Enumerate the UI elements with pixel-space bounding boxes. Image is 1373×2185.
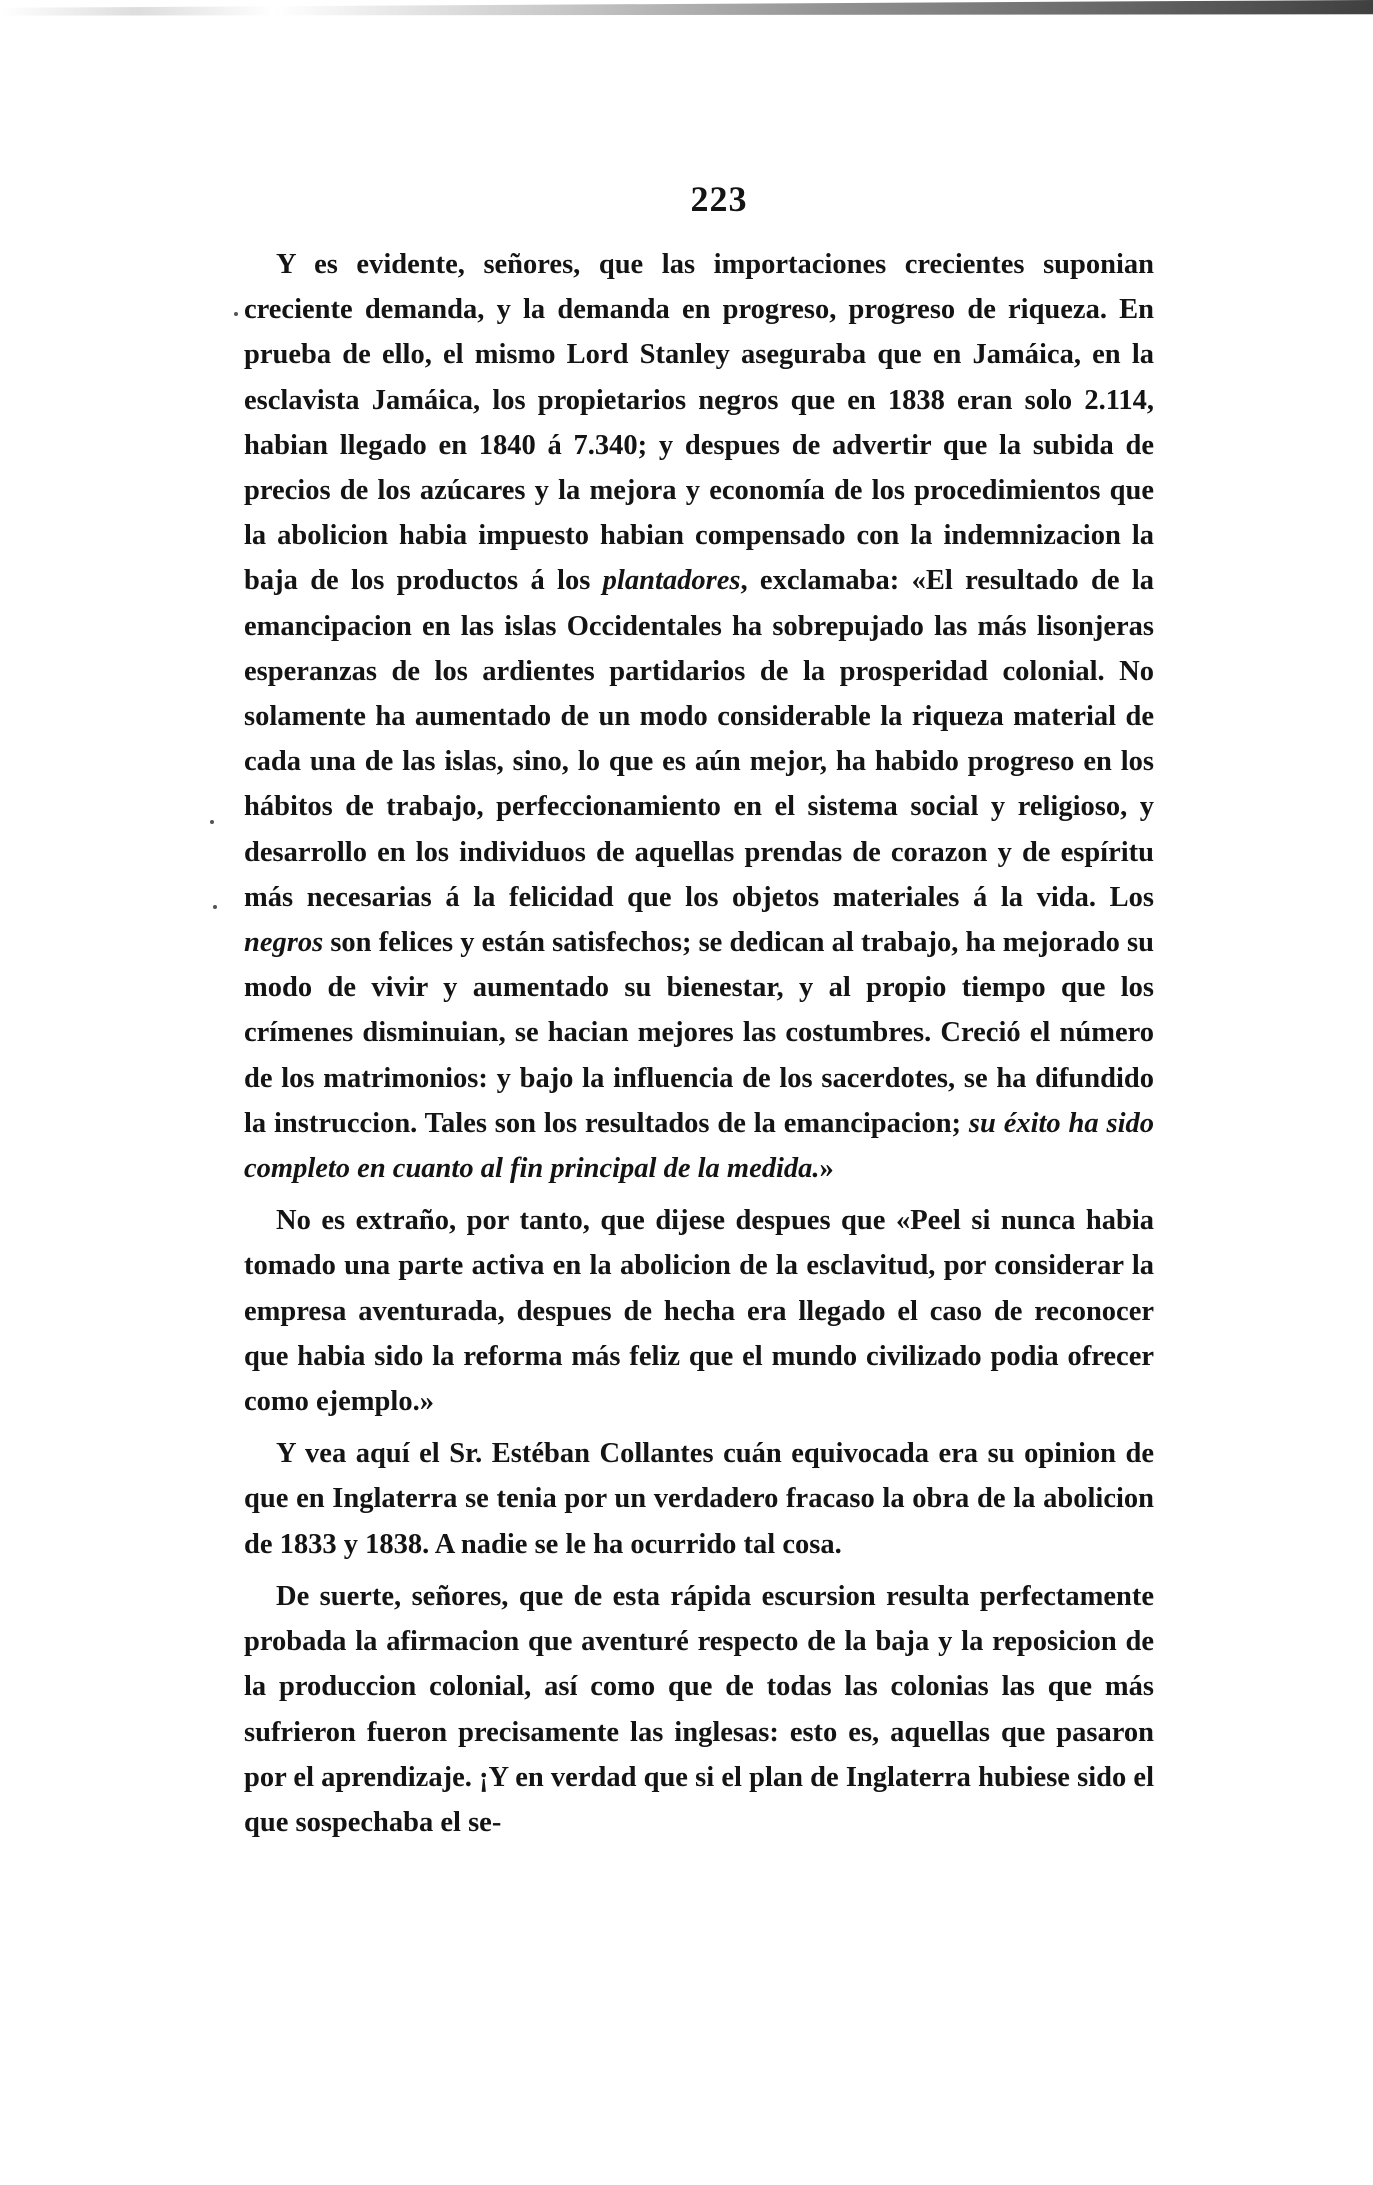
- paragraph: [244, 1198, 1154, 1424]
- scan-edge-shadow: [0, 0, 1373, 26]
- scan-speck: [213, 905, 217, 909]
- scan-speck: [234, 312, 238, 316]
- scan-speck: [210, 820, 214, 824]
- italic-text: su éxito ha sido completo en cuanto al fin principal de la medida.: [244, 1107, 1154, 1185]
- paragraph: [244, 242, 1154, 1191]
- italic-text: negros: [244, 927, 324, 959]
- text-run: »: [819, 1153, 834, 1185]
- paragraph: [244, 1431, 1154, 1567]
- text-run: Y es evidente, señores, que las importaciones crecientes suponian creciente demanda, y la demanda en progreso, progreso de riqueza. En prueba de ello, el mismo Lord Stanley aseguraba que en Jamáica, en la esclavista Jamáica, los propietarios negros que en 1838 eran solo 2.114, habian llegado en 1840 á 7.340; y despues de advertir que la subida de precios de los azúcares y la mejora y economía de los procedimientos que la abolicion habia impuesto habian compensado con la indemnizacion la baja de los productos á los: [244, 249, 1154, 597]
- page-number: 223: [690, 179, 748, 219]
- paragraph: [244, 1574, 1154, 1845]
- text-run: , exclamaba: «El resultado de la emancipacion en las islas Occidentales ha sobrepujado las más lisonjeras esperanzas de los ardientes partidarios de la prosperidad colonial. No solamente ha aumentado de un modo considerable la riqueza material de cada una de las islas, sino, lo que es aún mejor, ha habido progreso en los hábitos de trabajo, perfeccionamiento en el sistema social y religioso, y desarrollo en los individuos de aquellas prendas de corazon y de espíritu más necesarias á la felicidad que los objetos materiales á la vida. Los: [244, 565, 1154, 913]
- book-page: [244, 178, 1154, 1845]
- italic-text: plantadores: [602, 565, 741, 597]
- text-run: No es extraño, por tanto, que dijese despues que «Peel si nunca habia tomado una parte activa en la abolicion de la esclavitud, por considerar la empresa aventurada, despues de hecha era llegado el caso de reconocer que habia sido la reforma más feliz que el mundo civilizado podia ofrecer como ejemplo.»: [244, 1205, 1154, 1418]
- text-run: son felices y están satisfechos; se dedican al trabajo, ha mejorado su modo de vivir y aumentado su bienestar, y al propio tiempo que los crímenes disminuian, se hacian mejores las costumbres. Creció el número de los matrimonios: y bajo la influencia de los sacerdotes, se ha difundido la instruccion. Tales son los resultados de la emancipacion;: [244, 927, 1154, 1139]
- text-run: Y vea aquí el Sr. Estéban Collantes cuán equivocada era su opinion de que en Inglaterra se tenia por un verdadero fracaso la obra de la abolicion de 1833 y 1838. A nadie se le ha ocurrido tal cosa.: [244, 1438, 1154, 1560]
- body-text: [244, 242, 1154, 1845]
- text-run: De suerte, señores, que de esta rápida escursion resulta perfectamente probada la afirmacion que aventuré respecto de la baja y la reposicion de la produccion colonial, así como que de todas las colonias las que más sufrieron fueron precisamente las inglesas: esto es, aquellas que pasaron por el aprendizaje. ¡Y en verdad que si el plan de Inglaterra hubiese sido el que sospechaba el se-: [244, 1580, 1154, 1838]
